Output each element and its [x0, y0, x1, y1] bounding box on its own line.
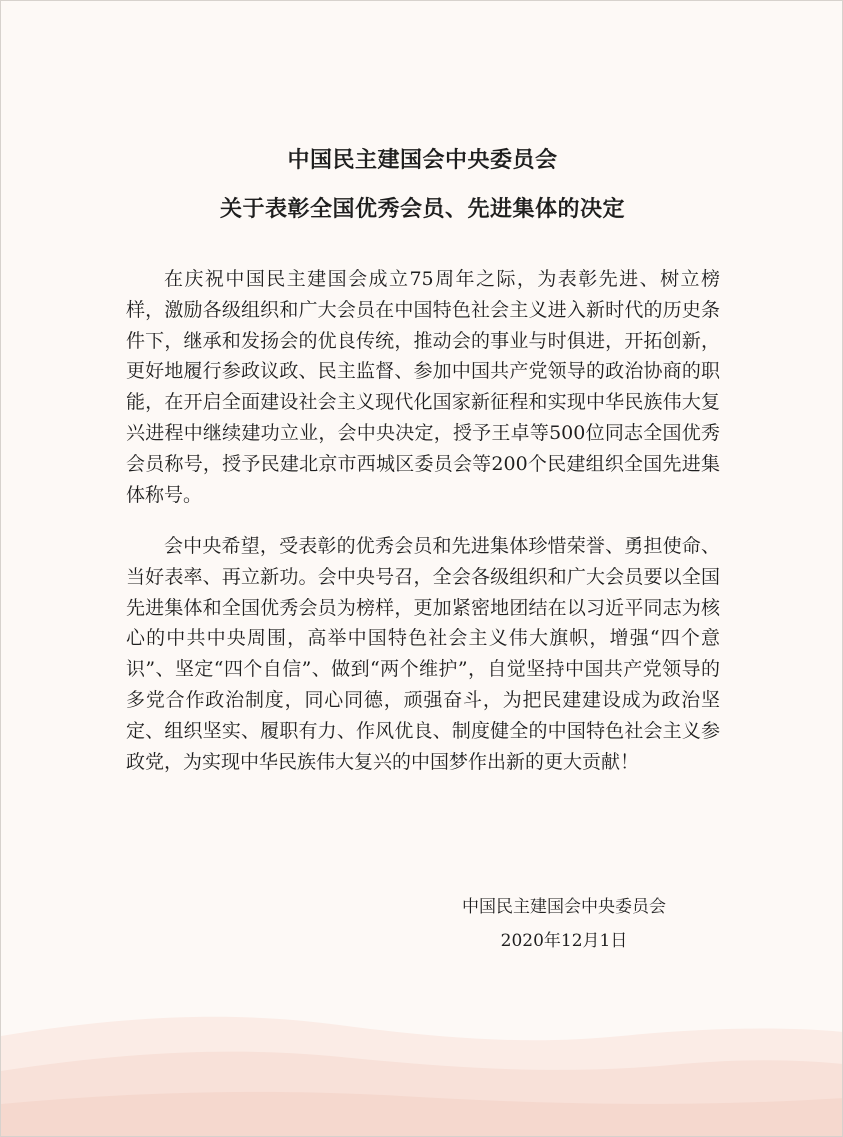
decorative-waves — [1, 976, 843, 1136]
document-title-line1: 中国民主建国会中央委员会 — [287, 147, 558, 173]
signature-organization: 中国民主建国会中央委员会 — [462, 897, 666, 917]
signature-date: 2020年12月1日 — [500, 931, 628, 951]
document-title-line2: 关于表彰全国优秀会员、先进集体的决定 — [219, 196, 625, 222]
paragraph-1: 在庆祝中国民主建国会成立75周年之际，为表彰先进、树立榜样，激励各级组织和广大会员在中国特色社会主义进入新时代的历史条件下，继承和发扬会的优良传统，推动会的事业与时俱进，开拓创新，更好地履行参政议政、民主监督、参加中国共产党领导的政治协商的职能，在开启全面建设社会主义现代化国家新征程和实现中华民族伟大复兴进程中继续建功立业，会中央决定，授予王卓等500位同志全国优秀会员称号，授予民建北京市西城区委员会等200个民建组织全国先进集体称号。 — [126, 268, 720, 506]
paragraph-2: 会中央希望，受表彰的优秀会员和先进集体珍惜荣誉、勇担使命、当好表率、再立新功。会中央号召，全会各级组织和广大会员要以全国先进集体和全国优秀会员为榜样，更加紧密地团结在以习近平同志为核心的中共中央周围，高举中国特色社会主义伟大旗帜，增强“四个意识”、坚定“四个自信”、做到“两个维护”，自觉坚持中国共产党领导的多党合作政治制度，同心同德，顽强奋斗，为把民建建设成为政治坚定、组织坚实、履职有力、作风优良、制度健全的中国特色社会主义参政党，为实现中华民族伟大复兴的中国梦作出新的更大贡献！ — [126, 535, 720, 773]
